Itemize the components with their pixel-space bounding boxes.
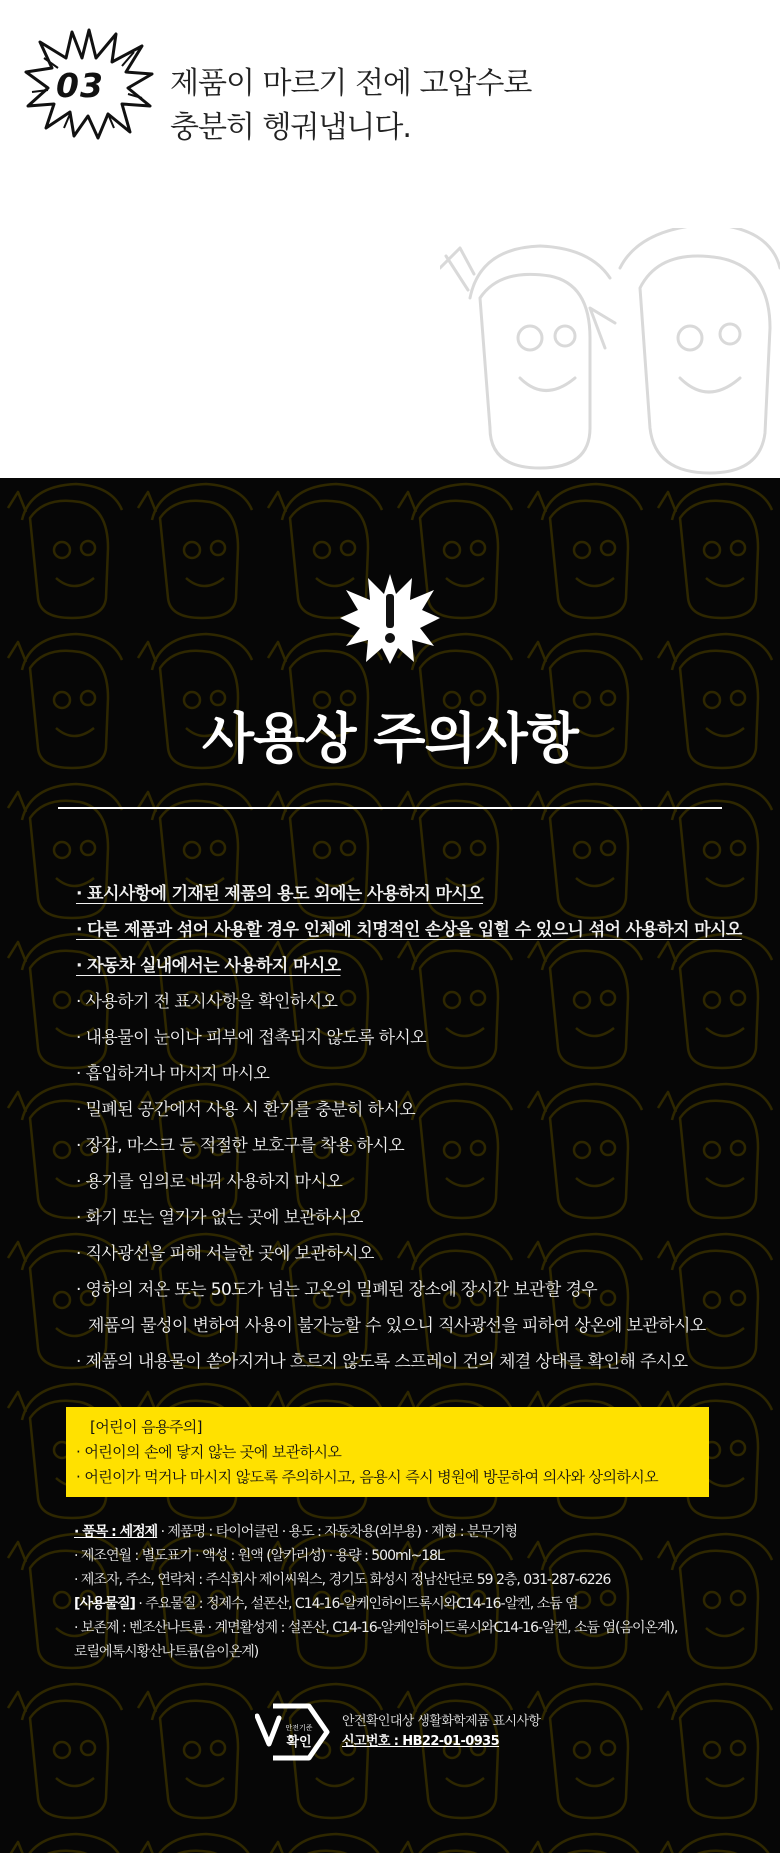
caution-item-continuation: 제품의 물성이 변하여 사용이 불가능할 수 있으니 직사광선을 피하여 상온에 보관하시오	[88, 1316, 706, 1336]
step-line-1: 제품이 마르기 전에 고압수로	[170, 66, 532, 101]
product-info-line: · 품목 : 세정제 · 제품명 : 타이어클린 · 용도 : 자동차용(외부용) · 제형 : 분무기형	[74, 1524, 518, 1540]
caution-item: · 사용하기 전 표시사항을 확인하시오	[76, 992, 338, 1012]
child-warning-line: · 어린이의 손에 닿지 않는 곳에 보관하시오	[76, 1443, 342, 1461]
child-warning-line: · 어린이가 먹거나 마시지 않도록 주의하시고, 음용시 즉시 병원에 방문하여 의사와 상의하시오	[76, 1468, 659, 1486]
product-info	[74, 1520, 734, 1664]
materials-label: [사용물질]	[74, 1596, 135, 1612]
child-warning-title: [어린이 음용주의]	[90, 1418, 202, 1436]
exclamation-burst-icon	[340, 572, 440, 664]
registration-number: 신고번호 : HB22-01-0935	[342, 1734, 500, 1749]
cert-logo-main: 확인	[286, 1735, 312, 1750]
caution-item: · 다른 제품과 섞어 사용할 경우 인체에 치명적인 손상을 입힐 수 있으니 섞어 사용하지 마시오	[76, 920, 742, 940]
product-info-line: · 보존제 : 벤조산나트륨 · 계면활성제 : 설폰산, C14-16-알케인하이드록시와C14-16-알켄, 소듐 염(음이온계),	[74, 1620, 678, 1636]
caution-item: · 제품의 내용물이 쏟아지거나 흐르지 않도록 스프레이 건의 체결 상태를 확인해 주시오	[76, 1352, 688, 1372]
caution-item: · 장갑, 마스크 등 적절한 보호구를 착용 하시오	[76, 1136, 405, 1156]
mascot-illustration	[440, 228, 780, 478]
caution-item: · 화기 또는 열기가 없는 곳에 보관하시오	[76, 1208, 363, 1228]
caution-section	[0, 478, 780, 1853]
product-info-line: · 제조자, 주소, 연락처 : 주식회사 제이씨웍스, 경기도 화성시 정남산단로 59 2층, 031-287-6226	[74, 1572, 611, 1588]
child-warning-box	[66, 1407, 709, 1497]
step-line-2: 충분히 헹궈냅니다.	[170, 110, 411, 145]
cert-logo-top: 안전기준	[285, 1724, 313, 1732]
caution-item: · 영하의 저온 또는 50도가 넘는 고온의 밀폐된 장소에 장시간 보관할 경우	[76, 1280, 598, 1300]
step-number: 03	[56, 66, 104, 105]
title-divider	[58, 807, 722, 809]
step-description	[170, 62, 531, 150]
product-info-line: [사용물질] · 주요물질 : 정제수, 설폰산, C14-16-알케인하이드록시와C14-16-알켄, 소듐 염	[74, 1596, 578, 1612]
product-info-line: 로릴에톡시황산나트륨(음이온계)	[74, 1644, 259, 1660]
caution-list	[76, 876, 756, 1380]
product-info-line: · 제조연월 : 별도표기 · 액성 : 원액 (알카리성) · 용량 : 500ml~18L	[74, 1548, 444, 1564]
certification-text	[342, 1712, 540, 1752]
caution-item: · 표시사항에 기재된 제품의 용도 외에는 사용하지 마시오	[76, 884, 483, 904]
caution-item: · 자동차 실내에서는 사용하지 마시오	[76, 956, 341, 976]
certification-hexagon-icon	[255, 1700, 331, 1764]
cert-line-1: 안전확인대상 생활화학제품 표시사항	[342, 1714, 541, 1729]
caution-item: · 용기를 임의로 바꿔 사용하지 마시오	[76, 1172, 343, 1192]
caution-item: · 직사광선을 피해 서늘한 곳에 보관하시오	[76, 1244, 374, 1264]
caution-item: · 밀폐된 공간에서 사용 시 환기를 충분히 하시오	[76, 1100, 416, 1120]
step-section	[0, 0, 780, 478]
item-type-label: · 품목 : 세정제	[74, 1524, 158, 1540]
caution-item: · 내용물이 눈이나 피부에 접촉되지 않도록 하시오	[76, 1028, 427, 1048]
caution-item: · 흡입하거나 마시지 마시오	[76, 1064, 270, 1084]
caution-title: 사용상 주의사항	[202, 707, 578, 770]
